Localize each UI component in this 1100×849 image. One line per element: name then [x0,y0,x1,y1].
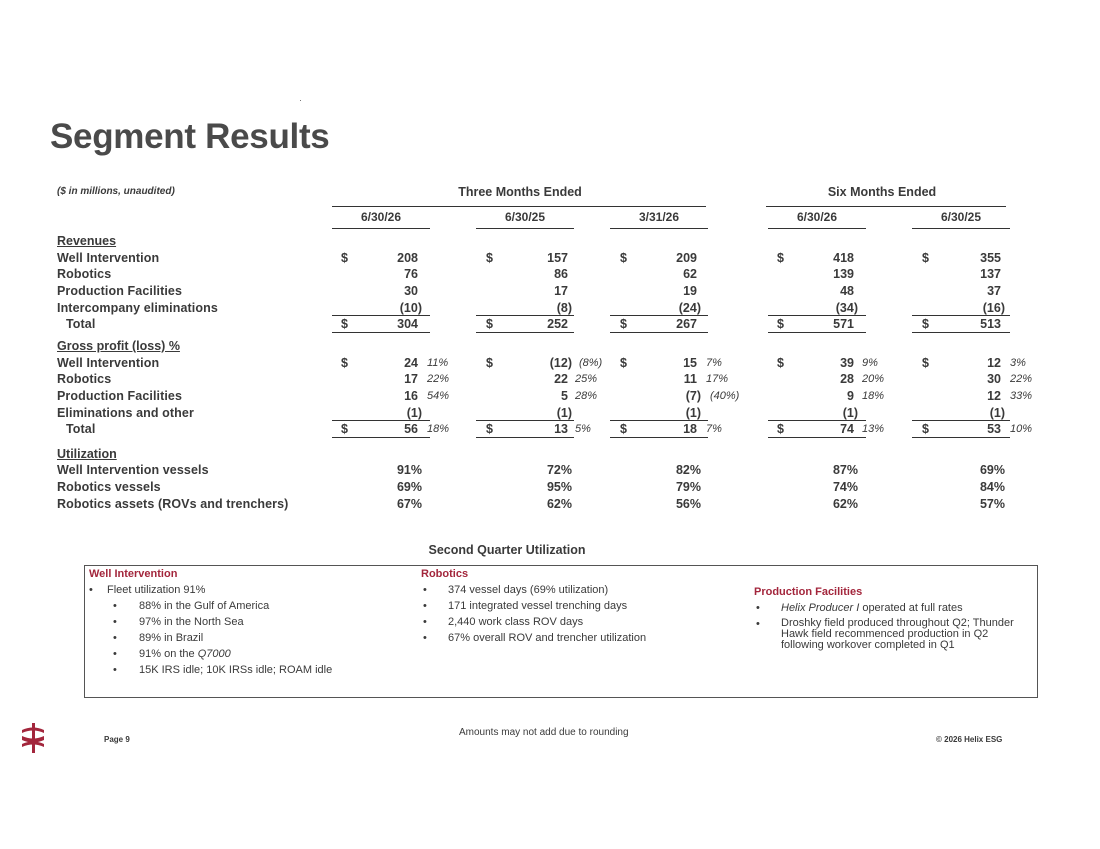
margin-pct: 7% [706,423,722,435]
robotics-item: 171 integrated vessel trenching days [448,600,628,612]
margin-pct: 20% [862,373,885,385]
table-cell: (10) [399,301,422,315]
utilization-box [84,565,1038,698]
robotics-heading: Robotics [421,568,469,580]
total-top-rule [768,315,866,316]
margin-pct: 18% [427,423,450,435]
table-cell: 11 [683,372,697,386]
margin-pct: 5% [575,423,591,435]
section-utilization: Utilization [57,447,117,461]
row-label: Robotics [57,372,112,386]
total-top-rule [768,420,866,421]
margin-pct: 10% [1010,423,1033,435]
currency-symbol: $ [620,317,627,331]
total-bottom-rule [476,437,574,438]
currency-symbol: $ [777,251,784,265]
table-cell: (12) [549,356,572,370]
table-cell: 571 [833,317,854,331]
rounding-footnote: Amounts may not add due to rounding [459,727,629,738]
table-cell: 5 [561,389,568,403]
currency-symbol: $ [777,317,784,331]
robotics-item: 374 vessel days (69% utilization) [448,584,609,596]
table-cell: 267 [676,317,697,331]
six-months-rule [766,206,1006,207]
wi-sub-item: 15K IRS idle; 10K IRSs idle; ROAM idle [139,664,333,676]
total-bottom-rule [912,332,1010,333]
table-cell: (1) [685,406,701,420]
table-cell: 57% [979,497,1005,511]
table-cell: 28 [840,372,854,386]
wi-sub-item: 89% in Brazil [139,632,204,644]
table-cell: 30 [987,372,1001,386]
total-top-rule [476,420,574,421]
helix-logo [20,723,46,758]
table-cell: 208 [397,251,418,265]
production-item-1-rest: operated at full rates [859,602,963,614]
margin-pct: 22% [1010,373,1033,385]
total-top-rule [912,420,1010,421]
wi-sub-item: 97% in the North Sea [139,616,244,628]
table-cell: 87% [832,463,858,477]
col-header-4: 6/30/26 [796,210,838,224]
currency-symbol: $ [922,317,929,331]
box-title: Second Quarter Utilization [428,543,586,557]
table-cell: (1) [989,406,1005,420]
currency-symbol: $ [922,251,929,265]
section-revenues: Revenues [57,234,117,248]
currency-symbol: $ [777,422,784,436]
table-cell: 24 [404,356,418,370]
bullet-icon: • [89,584,93,596]
col-header-2: 6/30/25 [504,210,546,224]
row-label: Robotics vessels [57,480,161,494]
currency-symbol: $ [620,251,627,265]
row-label: Robotics assets (ROVs and trenchers) [57,497,289,511]
bullet-icon: • [423,616,427,628]
bullet-icon: • [113,600,117,612]
production-item-2: Droshky field produced throughout Q2; Thunder Hawk field recommenced production in Q2 following workover completed in Q1 [781,617,1014,651]
margin-pct: 54% [427,390,450,402]
table-cell: 62% [832,497,858,511]
currency-symbol: $ [620,356,627,370]
total-bottom-rule [332,437,430,438]
margin-pct: 22% [427,373,450,385]
row-label: Production Facilities [57,284,183,298]
table-cell: 15 [683,356,697,370]
table-cell: 355 [980,251,1001,265]
group-three-months: Three Months Ended [458,185,582,199]
col-header-underline [912,228,1010,229]
table-cell: 37 [987,284,1001,298]
total-bottom-rule [332,332,430,333]
currency-symbol: $ [341,356,348,370]
table-cell: 62 [683,267,697,281]
table-cell: 39 [840,356,854,370]
col-header-3: 3/31/26 [638,210,680,224]
total-bottom-rule [768,437,866,438]
production-item-1 [781,602,963,614]
row-label-total: Total [66,422,96,436]
col-header-underline [476,228,574,229]
table-cell: 304 [397,317,418,331]
table-cell: 62% [546,497,572,511]
table-cell: 69% [979,463,1005,477]
table-cell: 137 [980,267,1001,281]
table-cell: 19 [683,284,697,298]
row-label: Well Intervention vessels [57,463,209,477]
wi-heading: Well Intervention [89,568,178,580]
robotics-item: 2,440 work class ROV days [448,616,584,628]
q7000-name: Q7000 [197,648,231,660]
table-cell: (1) [406,406,422,420]
currency-symbol: $ [777,356,784,370]
col-header-underline [768,228,866,229]
helix-producer-name: Helix Producer I [781,602,860,614]
currency-symbol: $ [486,317,493,331]
table-cell: 513 [980,317,1001,331]
margin-pct: (8%) [579,357,603,369]
table-cell: 17 [554,284,568,298]
margin-pct: 11% [427,357,449,369]
bullet-icon: • [423,584,427,596]
table-cell: 252 [547,317,568,331]
wi-main-item: Fleet utilization 91% [107,584,206,596]
table-cell: 12 [987,356,1001,370]
table-cell: 418 [833,251,854,265]
total-top-rule [912,315,1010,316]
margin-pct: 7% [706,357,722,369]
currency-symbol: $ [341,251,348,265]
margin-pct: 28% [575,390,598,402]
currency-symbol: $ [486,356,493,370]
row-label: Robotics [57,267,112,281]
bullet-icon: • [113,632,117,644]
table-cell: 67% [396,497,422,511]
currency-symbol: $ [922,422,929,436]
margin-pct: 33% [1010,390,1033,402]
currency-symbol: $ [922,356,929,370]
margin-pct: 17% [706,373,729,385]
table-cell: 209 [676,251,697,265]
bullet-icon: • [423,632,427,644]
margin-pct: 9% [862,357,878,369]
bullet-icon: • [756,618,760,630]
bullet-icon: • [113,664,117,676]
table-cell: 86 [554,267,568,281]
table-cell: 139 [833,267,854,281]
total-bottom-rule [476,332,574,333]
production-heading: Production Facilities [754,586,863,598]
row-label-total: Total [66,317,96,331]
col-header-underline [332,228,430,229]
table-cell: 18 [683,422,697,436]
total-bottom-rule [912,437,1010,438]
table-cell: (34) [835,301,858,315]
margin-pct: 18% [862,390,885,402]
total-top-rule [332,315,430,316]
table-cell: (7) [685,389,701,403]
row-label: Intercompany eliminations [57,301,218,315]
table-cell: 74% [832,480,858,494]
total-top-rule [610,420,708,421]
table-cell: (1) [556,406,572,420]
row-label: Well Intervention [57,356,160,370]
margin-pct: (40%) [710,390,740,402]
table-cell: (24) [678,301,701,315]
units-note: ($ in millions, unaudited) [57,186,175,197]
page-title: Segment Results [50,117,330,156]
three-months-rule [332,206,706,207]
table-cell: 22 [554,372,568,386]
table-cell: (8) [556,301,572,315]
table-cell: 157 [547,251,568,265]
col-header-5: 6/30/25 [940,210,982,224]
table-cell: 76 [404,267,418,281]
table-cell: 12 [987,389,1001,403]
currency-symbol: $ [341,422,348,436]
table-cell: 9 [847,389,854,403]
total-top-rule [476,315,574,316]
table-cell: 53 [987,422,1001,436]
table-cell: 30 [404,284,418,298]
margin-pct: 13% [862,423,885,435]
table-cell: 79% [675,480,701,494]
table-cell: 56% [675,497,701,511]
table-cell: 13 [554,422,568,436]
table-cell: 48 [840,284,854,298]
total-bottom-rule [610,332,708,333]
group-six-months: Six Months Ended [827,185,937,199]
table-cell: 17 [404,372,418,386]
table-cell: 74 [840,422,854,436]
copyright: © 2026 Helix ESG [936,735,1003,744]
table-cell: (16) [982,301,1005,315]
table-cell: 69% [396,480,422,494]
q7000-prefix: 91% on the [139,648,198,660]
total-bottom-rule [610,437,708,438]
margin-pct: 25% [575,373,598,385]
total-top-rule [332,420,430,421]
margin-pct: 3% [1010,357,1026,369]
row-label: Eliminations and other [57,406,194,420]
table-cell: (1) [842,406,858,420]
section-gross-profit: Gross profit (loss) % [57,339,180,353]
col-header-1: 6/30/26 [360,210,402,224]
row-label: Well Intervention [57,251,160,265]
currency-symbol: $ [341,317,348,331]
table-cell: 84% [979,480,1005,494]
table-cell: 95% [546,480,572,494]
bullet-icon: • [423,600,427,612]
currency-symbol: $ [620,422,627,436]
stray-dot [300,100,301,101]
currency-symbol: $ [486,422,493,436]
bullet-icon: • [756,602,760,614]
page-number: Page 9 [104,735,130,744]
total-bottom-rule [768,332,866,333]
robotics-item: 67% overall ROV and trencher utilization [448,632,647,644]
table-cell: 82% [675,463,701,477]
col-header-underline [610,228,708,229]
table-cell: 91% [396,463,422,477]
row-label: Production Facilities [57,389,183,403]
table-cell: 56 [404,422,418,436]
bullet-icon: • [113,648,117,660]
currency-symbol: $ [486,251,493,265]
wi-sub-item: 88% in the Gulf of America [139,600,270,612]
wi-sub-item-q7000 [139,648,231,660]
bullet-icon: • [113,616,117,628]
table-cell: 72% [546,463,572,477]
table-cell: 16 [404,389,418,403]
total-top-rule [610,315,708,316]
